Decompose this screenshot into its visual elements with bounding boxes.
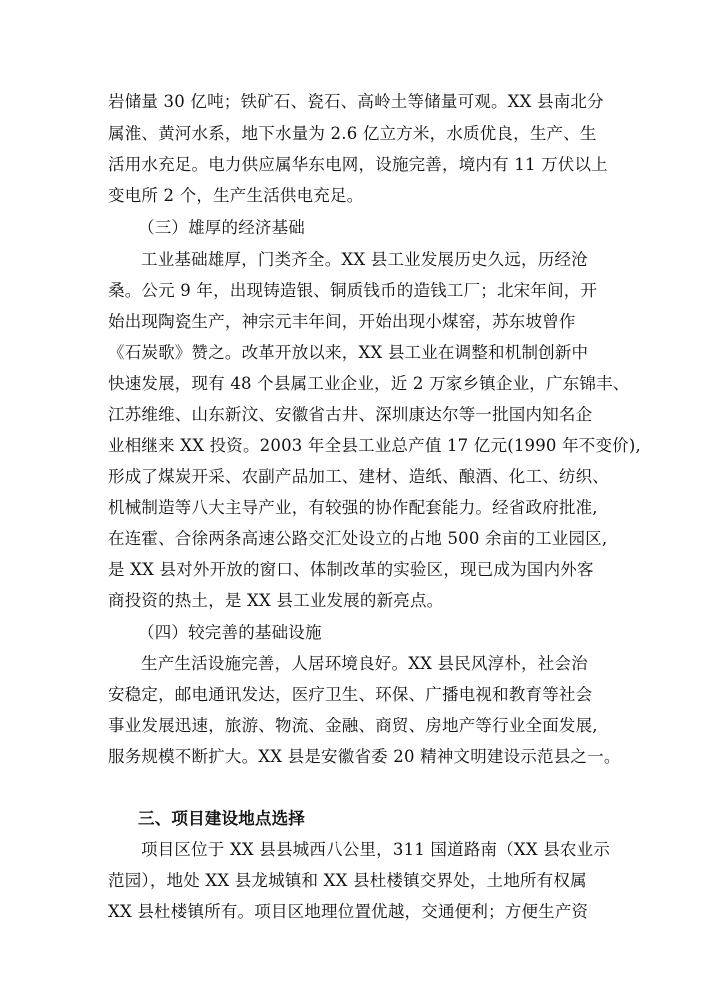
body-line-11: 江苏维维、山东新汶、安徽省古井、深圳康达尔等一批国内知名企 [108,405,593,424]
body-line-14: 机械制造等八大主导产业，有较强的协作配套能力。经省政府批准, [108,498,598,517]
chapter-heading-site-selection: 三、项目建设地点选择 [138,809,305,828]
body-line-4: 变电所 2 个，生产生活供电充足。 [108,186,364,205]
body-line-13: 形成了煤炭开采、农副产品加工、建材、造纸、酿酒、化工、纺织、 [108,467,609,486]
body-line-8: 始出现陶瓷生产，神宗元丰年间，开始出现小煤窑，苏东坡曾作 [108,312,576,331]
body-line-22: 服务规模不断扩大。XX 县是安徽省委 20 精神文明建设示范县之一。 [108,747,621,766]
body-line-6: 工业基础雄厚，门类齐全。XX 县工业发展历史久远，历经沧 [141,250,588,269]
body-line-9: 《石炭歌》赞之。改革开放以来，XX 县工业在调整和机制创新中 [108,343,589,362]
body-line-7: 桑。公元 9 年，出现铸造银、铜质钱币的造钱工厂；北宋年间，开 [108,281,598,300]
body-line-24: 项目区位于 XX 县县城西八公里，311 国道路南（XX 县农业示 [141,840,611,859]
body-line-12: 业相继来 XX 投资。2003 年全县工业总产值 17 亿元(1990 年不变价), [108,436,641,455]
section-heading-infrastructure: （四）较完善的基础设施 [138,623,322,642]
body-line-10: 快速发展，现有 48 个县属工业企业，近 2 万家乡镇企业，广东锦丰、 [108,374,630,393]
body-line-1: 岩储量 30 亿吨；铁矿石、瓷石、高岭土等储量可观。XX 县南北分 [108,92,604,111]
body-line-16: 是 XX 县对外开放的窗口、体制改革的实验区，现已成为国内外客 [108,560,594,579]
body-line-15: 在连霍、合徐两条高速公路交汇处设立的占地 500 余亩的工业园区, [108,529,608,548]
body-line-20: 安稳定，邮电通讯发达，医疗卫生、环保、广播电视和教育等社会 [108,685,593,704]
body-line-25: 范园），地处 XX 县龙城镇和 XX 县杜楼镇交界处，土地所有权属 [108,871,587,890]
body-line-21: 事业发展迅速，旅游、物流、金融、商贸、房地产等行业全面发展, [108,716,598,735]
section-heading-economic-base: （三）雄厚的经济基础 [138,218,305,237]
body-line-3: 活用水充足。电力供应属华东电网，设施完善，境内有 11 万伏以上 [108,155,608,174]
body-line-2: 属淮、黄河水系，地下水量为 2.6 亿立方米，水质优良，生产、生 [108,124,597,143]
body-line-19: 生产生活设施完善，人居环境良好。XX 县民风淳朴，社会治 [141,654,588,673]
body-line-17: 商投资的热土，是 XX 县工业发展的新亮点。 [108,591,444,610]
body-line-26: XX 县杜楼镇所有。项目区地理位置优越，交通便利；方便生产资 [108,902,589,921]
